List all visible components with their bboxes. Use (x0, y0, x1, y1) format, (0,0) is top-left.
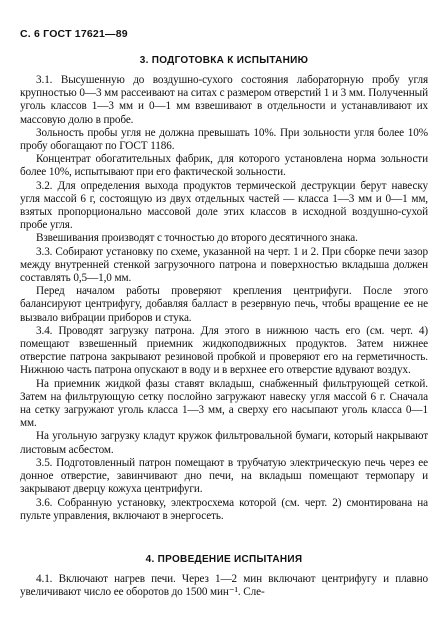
section-4-body (20, 573, 428, 599)
paragraph-3-5: 3.5. Подготовленный патрон помещают в трубчатую электрическую печь через ее донное отверстие, завинчивают дно печи, на вкладыш помещают термопару и закрывают дверцу кожуха центрифуги. (20, 456, 428, 496)
paragraph-3-3: 3.3. Собирают установку по схеме, указанной на черт. 1 и 2. При сборке печи зазор между внутренней стенкой загрузочного патрона и поверхностью вкладыша должен составлять 0,5—1,0 мм. (20, 245, 428, 285)
section-heading: 4. ПРОВЕДЕНИЕ ИСПЫТАНИЯ (145, 554, 303, 565)
paragraph-3-1: 3.1. Высушенную до воздушно-сухого состояния лабораторную пробу угля крупностью 0—3 мм рассеивают на ситах с размером отверстий 1 и 3 мм. Полученный уголь классов 1—3 мм и 0—1 мм взвешивают в отдельности и устанавливают их массовую долю в пробе. (20, 74, 428, 126)
section-3-body (20, 74, 428, 523)
running-head: С. 6 ГОСТ 17621—89 (20, 28, 128, 40)
paragraph-3-6: 3.6. Собранную установку, электросхема которой (см. черт. 2) смонтирована на пульте управления, включают в энергосеть. (20, 496, 428, 522)
paragraph-3-4: 3.4. Проводят загрузку патрона. Для этого в нижнюю часть его (см. черт. 4) помещают взвешенный приемник жидкоподвижных продуктов. Затем нижнее отверстие патрона закрывают резиновой пробкой и проверяют его на герметичность. Нижнюю часть патрона опускают в воду и в верхнее его отверстие вдувают воздух. (20, 324, 428, 377)
paragraph-insert: На приемник жидкой фазы ставят вкладыш, снабженный фильтрующей сеткой. Затем на фильтрующую сетку послойно загружают навеску угля массой 6 г. Сначала на сетку загружают уголь класса 1—3 мм, а сверху его насыпают уголь класса 0—1 мм. (20, 377, 428, 430)
paragraph-balancing: Перед началом работы проверяют крепления центрифуги. После этого балансируют центрифугу, добавляя балласт в резервную печь, чтобы вращение ее не вызвало вибрации приборов и стука. (20, 285, 428, 324)
paragraph-concentrate: Концентрат обогатительных фабрик, для которого установлена норма зольности более 10%, испытывают при его фактической зольности. (20, 153, 428, 179)
paragraph-4-1: 4.1. Включают нагрев печи. Через 1—2 мин включают центрифугу и плавно увеличивают число ее оборотов до 1500 мин⁻¹. Сле- (20, 573, 428, 599)
paragraph-filter-paper: На угольную загрузку кладут кружок фильтровальной бумаги, который накрывают листовым асбестом. (20, 430, 428, 456)
paragraph-weighing: Взвешивания производят с точностью до второго десятичного знака. (36, 232, 358, 245)
paragraph-ash-limit: Зольность пробы угля не должна превышать 10%. При зольности угля более 10% пробу обогащают по ГОСТ 1186. (20, 126, 428, 153)
paragraph-3-2: 3.2. Для определения выхода продуктов термической деструкции берут навеску угля массой 6 г, состоящую из двух отдельных частей — класса 1—3 мм и 0—1 мм, взятых пропорционально массовой доле этих классов в исходной воздушно-сухой пробе угля. (20, 179, 428, 232)
section-4-heading-block (20, 553, 428, 567)
section-3-heading-block (20, 54, 428, 68)
section-heading: 3. ПОДГОТОВКА К ИСПЫТАНИЮ (139, 55, 309, 66)
